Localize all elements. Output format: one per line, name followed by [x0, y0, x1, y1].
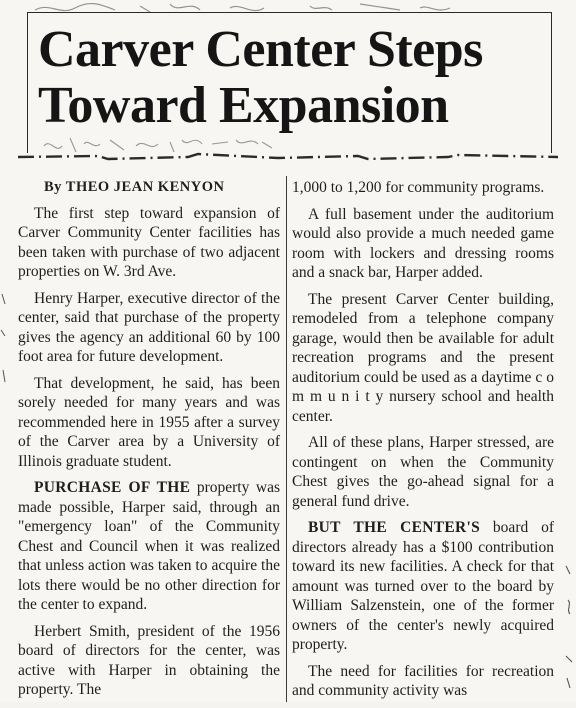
paragraph: The present Carver Center building, remodeled from a telephone company garage, would then be available for adult recreation programs and the present auditorium could be used as a daytime c o m m u n i t y nursery school and health center. [292, 290, 554, 425]
section-lead-in: BUT THE CENTER'S [308, 519, 481, 536]
paragraph: A full basement under the auditorium would also provide a much needed game room with lockers and dressing rooms and a snack bar, Harper added. [292, 205, 554, 281]
clipping-cut-edge [18, 150, 558, 164]
headline-line-1: Carver Center Steps [38, 21, 483, 78]
headline [38, 22, 548, 134]
left-edge-ink-marks [0, 290, 10, 410]
right-edge-ink-marks [562, 560, 576, 700]
column-divider [286, 176, 287, 702]
paragraph: The first step toward expansion of Carver Community Center facilities has been taken with purchase of two adjacent properties on W. 3rd Ave. [18, 204, 280, 280]
paragraph: The need for facilities for recreation and community activity was [292, 662, 554, 699]
article-column-right [292, 178, 554, 708]
paragraph: Henry Harper, executive director of the center, said that purchase of the property gives the agency an additional 60 by 100 foot area for future development. [18, 289, 280, 365]
paragraph [292, 518, 554, 655]
paragraph [18, 478, 280, 615]
article-column-left [18, 178, 280, 707]
paragraph: That development, he said, has been sorely needed for many years and was recommended here in 1955 after a survey of the Carver area by a University of Illinois graduate student. [18, 374, 280, 470]
headline-line-2: Toward Expansion [38, 77, 449, 134]
byline: By THEO JEAN KENYON [44, 179, 225, 195]
paragraph-text: board of directors already has a $100 contribution toward its new facilities. A check for that amount was turned over to the board by William Salzenstein, one of the former owners of the center's newly acquired property. [292, 519, 554, 653]
paragraph-continued: 1,000 to 1,200 for community programs. [292, 179, 545, 196]
paragraph-text: property was made possible, Harper said, through an "emergency loan" of the Community Chest and Council when it was realized that unless action was taken to acquire the lots there would be no other direction for the center to expand. [18, 479, 280, 613]
section-lead-in: PURCHASE OF THE [34, 479, 191, 496]
paragraph: All of these plans, Harper stressed, are contingent on when the Community Chest gives the go-ahead signal for a general fund drive. [292, 434, 554, 510]
paragraph: Herbert Smith, president of the 1956 board of directors for the center, was active with Harper in obtaining the property. The [18, 622, 280, 698]
